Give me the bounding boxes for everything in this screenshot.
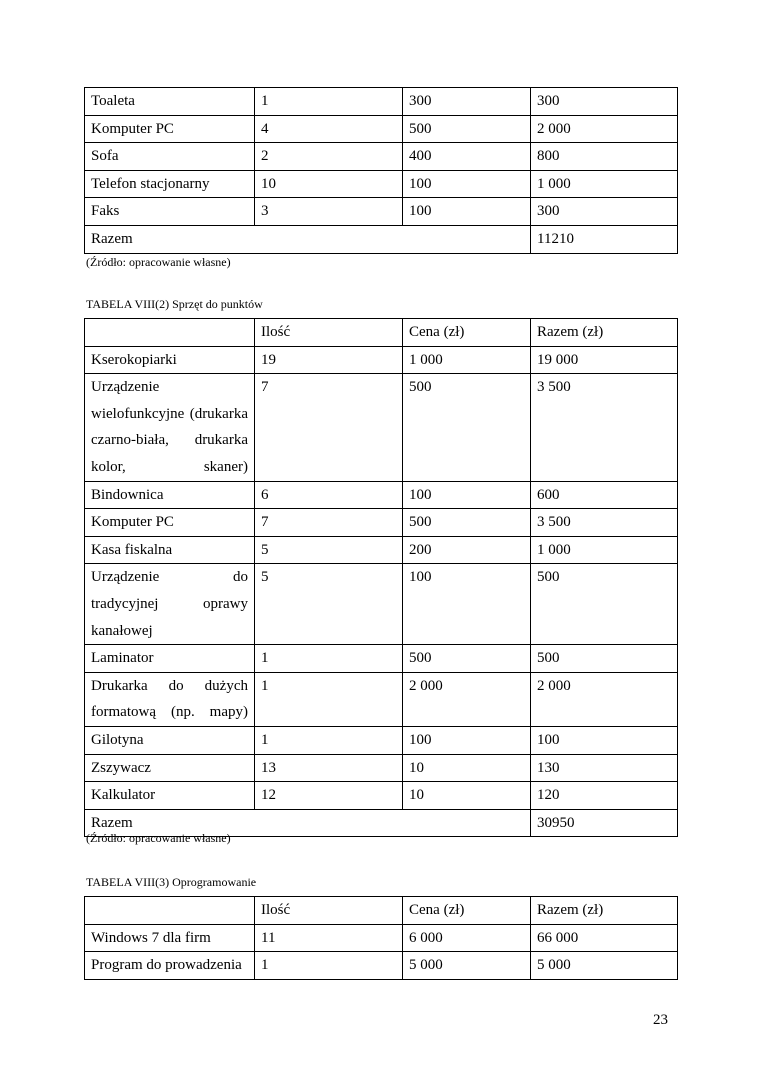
cell-total: 3 500 (531, 374, 678, 481)
cell-total: 3 500 (531, 509, 678, 537)
cell-total: 5 000 (531, 952, 678, 980)
header-qty: Ilość (255, 897, 403, 925)
cell-price: 100 (403, 726, 531, 754)
cell-qty: 1 (255, 726, 403, 754)
table-row (85, 726, 678, 754)
table-row (85, 374, 678, 481)
cell-total: 300 (531, 88, 678, 116)
cell-qty: 10 (255, 170, 403, 198)
page-number: 23 (653, 1012, 668, 1028)
header-price: Cena (zł) (403, 897, 531, 925)
cell-total: 100 (531, 726, 678, 754)
cell-price: 6 000 (403, 924, 531, 952)
cell-item: Kasa fiskalna (85, 536, 255, 564)
cell-price: 500 (403, 374, 531, 481)
cell-item: Laminator (85, 645, 255, 673)
table-header-row (85, 319, 678, 347)
cell-item: Zszywacz (85, 754, 255, 782)
table-software (84, 896, 678, 980)
table1-source-note: (Źródło: opracowanie własne) (86, 255, 231, 269)
cell-item: Faks (85, 198, 255, 226)
cell-price: 100 (403, 564, 531, 645)
cell-item: Program do prowadzenia (85, 952, 255, 980)
header-price: Cena (zł) (403, 319, 531, 347)
cell-item: Windows 7 dla firm (85, 924, 255, 952)
cell-item: Toaleta (85, 88, 255, 116)
cell-qty: 13 (255, 754, 403, 782)
cell-total: 800 (531, 143, 678, 171)
cell-price: 2 000 (403, 672, 531, 726)
cell-total: 120 (531, 782, 678, 810)
table3-caption: TABELA VIII(3) Oprogramowanie (86, 875, 257, 889)
cell-price: 10 (403, 754, 531, 782)
header-total: Razem (zł) (531, 319, 678, 347)
cell-item: Kserokopiarki (85, 346, 255, 374)
total-value: 30950 (531, 809, 678, 837)
cell-price: 100 (403, 170, 531, 198)
table-row (85, 952, 678, 980)
header-total: Razem (zł) (531, 897, 678, 925)
table-row (85, 481, 678, 509)
cell-total: 600 (531, 481, 678, 509)
cell-total: 2 000 (531, 115, 678, 143)
table-row (85, 754, 678, 782)
cell-total: 300 (531, 198, 678, 226)
header-empty (85, 897, 255, 925)
cell-total: 1 000 (531, 170, 678, 198)
cell-item: Bindownica (85, 481, 255, 509)
table-row (85, 924, 678, 952)
cell-total: 500 (531, 564, 678, 645)
cell-qty: 19 (255, 346, 403, 374)
table-total-row (85, 225, 678, 253)
total-label: Razem (85, 225, 531, 253)
cell-qty: 12 (255, 782, 403, 810)
table-row (85, 672, 678, 726)
cell-qty: 7 (255, 509, 403, 537)
table-row (85, 509, 678, 537)
table-row (85, 115, 678, 143)
cell-item: Komputer PC (85, 509, 255, 537)
cell-price: 10 (403, 782, 531, 810)
table-row (85, 143, 678, 171)
table-row (85, 346, 678, 374)
table-row (85, 170, 678, 198)
cell-qty: 3 (255, 198, 403, 226)
cell-item: Kalkulator (85, 782, 255, 810)
cell-item: Sofa (85, 143, 255, 171)
cell-price: 500 (403, 509, 531, 537)
cell-price: 400 (403, 143, 531, 171)
cell-qty: 5 (255, 536, 403, 564)
cell-price: 1 000 (403, 346, 531, 374)
cell-qty: 6 (255, 481, 403, 509)
cell-total: 66 000 (531, 924, 678, 952)
cell-qty: 2 (255, 143, 403, 171)
cell-qty: 5 (255, 564, 403, 645)
cell-item: Telefon stacjonarny (85, 170, 255, 198)
table-row (85, 88, 678, 116)
cell-total: 19 000 (531, 346, 678, 374)
header-empty (85, 319, 255, 347)
cell-price: 100 (403, 198, 531, 226)
total-label: Razem (85, 809, 531, 837)
cell-qty: 1 (255, 952, 403, 980)
cell-item: Urządzenie wielofunkcyjne (drukarka czarno-biała, drukarka kolor, skaner) (85, 374, 255, 481)
cell-price: 500 (403, 645, 531, 673)
cell-qty: 1 (255, 672, 403, 726)
cell-total: 1 000 (531, 536, 678, 564)
cell-qty: 1 (255, 645, 403, 673)
cell-qty: 4 (255, 115, 403, 143)
total-value: 11210 (531, 225, 678, 253)
table-row (85, 645, 678, 673)
cell-price: 100 (403, 481, 531, 509)
cell-price: 200 (403, 536, 531, 564)
cell-item: Drukarka do dużych formatową (np. mapy) (85, 672, 255, 726)
table-header-row (85, 897, 678, 925)
cell-qty: 1 (255, 88, 403, 116)
cell-total: 2 000 (531, 672, 678, 726)
table-row (85, 564, 678, 645)
table-equipment-continued (84, 87, 678, 254)
cell-price: 300 (403, 88, 531, 116)
cell-qty: 11 (255, 924, 403, 952)
cell-qty: 7 (255, 374, 403, 481)
cell-total: 130 (531, 754, 678, 782)
table-row (85, 782, 678, 810)
cell-total: 500 (531, 645, 678, 673)
table-row (85, 198, 678, 226)
cell-item: Komputer PC (85, 115, 255, 143)
table-row (85, 536, 678, 564)
header-qty: Ilość (255, 319, 403, 347)
cell-item: Urządzenie do tradycyjnej oprawy kanałowej (85, 564, 255, 645)
cell-price: 500 (403, 115, 531, 143)
table2-source-note: (Źródło: opracowanie własne) (86, 831, 231, 845)
cell-item: Gilotyna (85, 726, 255, 754)
table-equipment-points (84, 318, 678, 837)
cell-price: 5 000 (403, 952, 531, 980)
table2-caption: TABELA VIII(2) Sprzęt do punktów (86, 297, 263, 311)
